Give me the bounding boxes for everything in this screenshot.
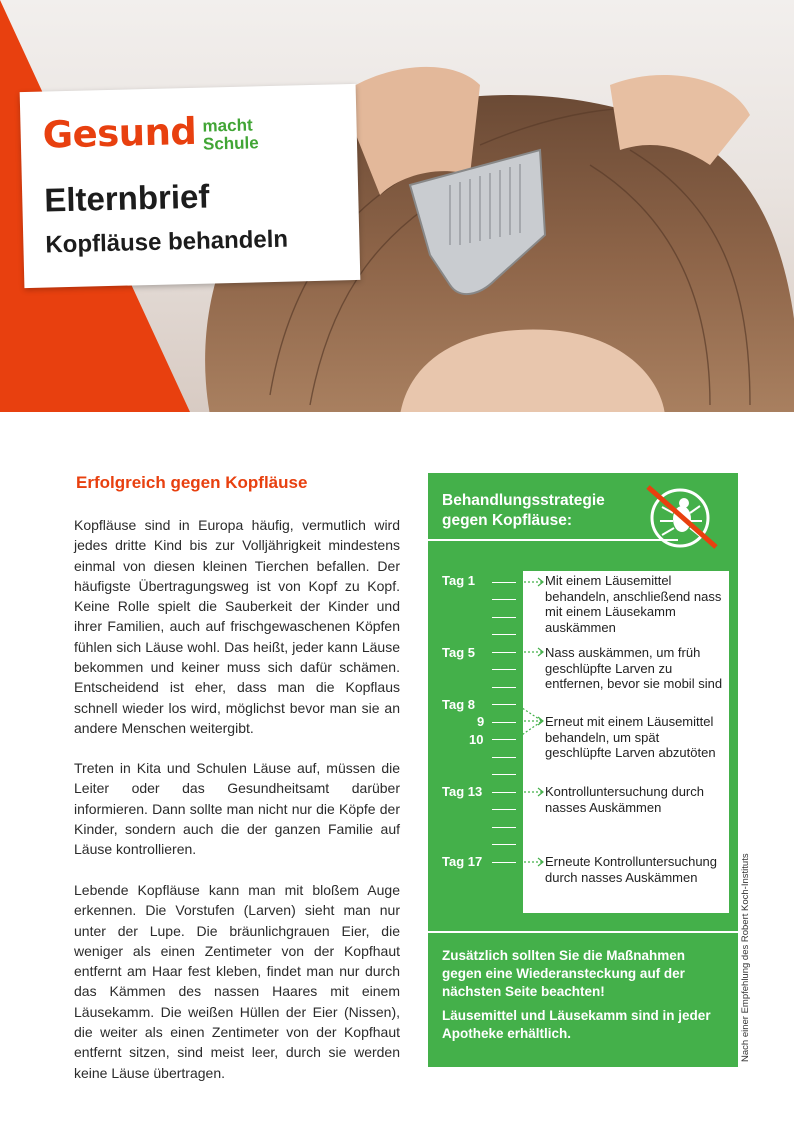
step-day-17: Erneute Kontrolluntersuchung durch nasses Auskämmen bbox=[545, 854, 718, 885]
strategy-footer-2: Läusemittel und Läusekamm sind in jeder Apotheke erhältlich. bbox=[442, 1008, 711, 1041]
logo-schule: Schule bbox=[202, 133, 259, 154]
day-label-8: Tag 8 bbox=[442, 697, 475, 712]
logo-gesund: Gesund bbox=[42, 109, 197, 157]
strategy-box bbox=[428, 473, 738, 1067]
paragraph-3: Lebende Kopfläuse kann man mit bloßem Auge erkennen. Die Vorstufen (Larven) sieht man nur unter der Lupe. Die bräunlichgrauen Eier, die weniger als einen Zentimeter von der Kopfhaut entfernt am Haar fest kleben, findet man nur durch das Kämmen des nassen Haares mit einem Läusekamm. Die weißen Hüllen der Eier (Nissen), die weiter als einen Zentimeter von der Kopfhaut entfernt sitzen, sind meist leer, durch sie werden keine Läuse übertragen. bbox=[74, 882, 400, 1081]
day-label-1: Tag 1 bbox=[442, 573, 475, 588]
paragraph-2: Treten in Kita und Schulen Läuse auf, müssen die Leiter oder das Gesundheitsamt darüber informieren. Dann sollte man nicht nur die Köpfe der Kinder, sondern auch die der ganzen Familie auf Läuse kontrollieren. bbox=[74, 760, 400, 858]
hero-photo bbox=[0, 0, 794, 412]
logo-macht-schule bbox=[202, 116, 259, 153]
logo-macht: macht bbox=[202, 115, 253, 136]
step-day-8-10: Erneut mit einem Läusemittel behandeln, um spät geschlüpfte Larven abzutöten bbox=[545, 714, 716, 760]
page-title: Elternbrief bbox=[43, 177, 210, 219]
day-label-9: 9 bbox=[477, 714, 485, 729]
page-subtitle: Kopfläuse behandeln bbox=[45, 225, 289, 259]
rki-source-note: Nach einer Empfehlung des Robert Koch-Instituts bbox=[740, 853, 751, 1062]
day-label-10: 10 bbox=[469, 732, 484, 747]
timeline-arrows bbox=[516, 569, 546, 869]
step-day-5: Nass auskämmen, um früh geschlüpfte Larven zu entfernen, bevor sie mobil sind bbox=[545, 645, 723, 691]
section-heading: Erfolgreich gegen Kopfläuse bbox=[76, 473, 308, 492]
title-card bbox=[20, 84, 361, 288]
day-label-13: Tag 13 bbox=[442, 784, 483, 799]
strategy-title: Behandlungsstrategie gegen Kopfläuse: bbox=[442, 492, 605, 529]
day-label-5: Tag 5 bbox=[442, 645, 475, 660]
step-day-1: Mit einem Läusemittel behandeln, anschließend nass mit einem Läusekamm auskämmen bbox=[545, 573, 722, 635]
strategy-footer-1: Zusätzlich sollten Sie die Maßnahmen gegen eine Wiederansteckung auf der nächsten Seite beachten! bbox=[442, 948, 686, 999]
paragraph-1: Kopfläuse sind in Europa häufig, vermutlich wird jedes dritte Kind bis zur Volljährigkeit mindestens einmal von diesen kleinen Tierchen befallen. Der häufigste Übertragungsweg ist von Kopf zu Kopf. Keine Rolle spielt die Sauberkeit der Kinder und ihrer Familien, auch auf frischgewaschenen Köpfen fühlen sich Läuse wohl. Das heißt, jeder kann Läuse bekommen und keiner muss sich dafür schämen. Entscheidend ist eher, dass man die Kopflaus schnell wieder los wird, möglichst bevor man sie an andere Menschen weitergibt. bbox=[74, 517, 400, 736]
day-label-17: Tag 17 bbox=[442, 854, 483, 869]
no-lice-icon bbox=[640, 481, 720, 551]
step-day-13: Kontrolluntersuchung durch nasses Auskämmen bbox=[545, 784, 704, 815]
strategy-footer-divider bbox=[428, 931, 738, 933]
